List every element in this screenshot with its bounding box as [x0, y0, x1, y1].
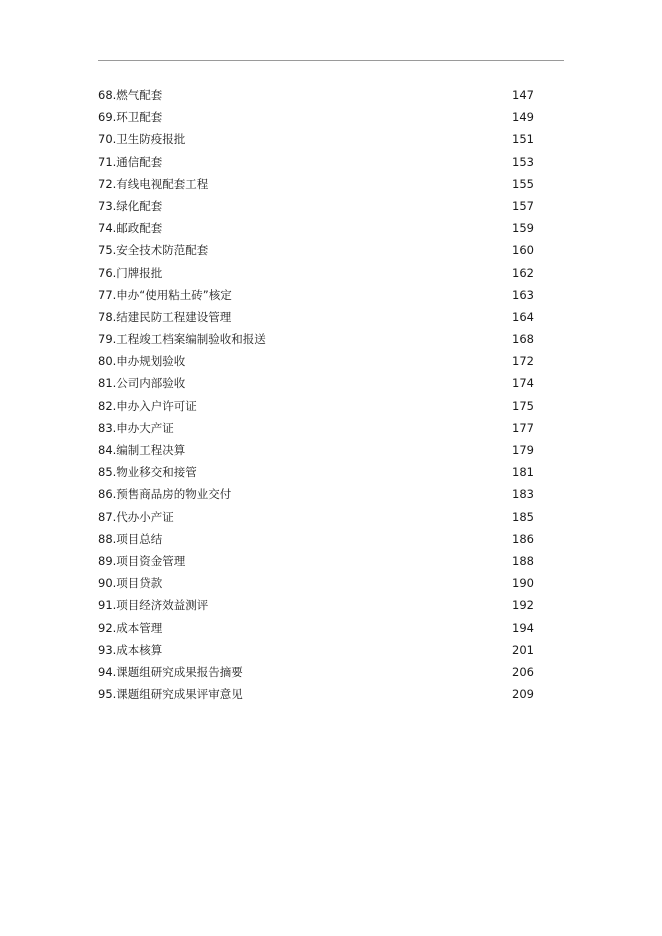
toc-entry-title: 申办规划验收 — [116, 354, 186, 369]
toc-entry-number: 82. — [98, 398, 117, 413]
toc-entry[interactable] — [98, 417, 534, 439]
toc-entry-title-group — [98, 572, 162, 594]
toc-entry[interactable] — [98, 528, 534, 550]
toc-entry[interactable] — [98, 372, 534, 394]
toc-entry-page-number: 181 — [512, 465, 534, 480]
toc-entry-number: 90. — [98, 576, 117, 591]
toc-entry[interactable] — [98, 617, 534, 639]
toc-entry[interactable] — [98, 506, 534, 528]
toc-entry-number: 70. — [98, 132, 117, 147]
toc-entry-number: 75. — [98, 243, 117, 258]
toc-entry-title-group — [98, 461, 197, 483]
toc-entry-title: 物业移交和接管 — [116, 465, 197, 480]
toc-entry-title: 公司内部验收 — [116, 376, 186, 391]
toc-entry-number: 78. — [98, 309, 117, 324]
toc-entry-page-number: 186 — [512, 531, 534, 546]
toc-entry-number: 79. — [98, 332, 117, 347]
toc-entry-title: 门牌报批 — [116, 265, 163, 280]
toc-entry-title-group — [98, 417, 174, 439]
toc-entry[interactable] — [98, 350, 534, 372]
toc-entry-page-number: 168 — [512, 332, 534, 347]
toc-entry[interactable] — [98, 461, 534, 483]
toc-entry-number: 80. — [98, 354, 117, 369]
toc-entry[interactable] — [98, 151, 534, 173]
toc-entry-title: 邮政配套 — [116, 221, 163, 236]
toc-entry-page-number: 151 — [512, 132, 534, 147]
toc-entry-page-number: 155 — [512, 176, 534, 191]
toc-entry-number: 84. — [98, 443, 117, 457]
toc-entry-title: 通信配套 — [116, 154, 163, 169]
toc-entry-number: 87. — [98, 509, 117, 524]
toc-entry[interactable] — [98, 217, 534, 239]
toc-entry-page-number: 159 — [512, 221, 534, 236]
toc-entry[interactable] — [98, 661, 534, 683]
toc-entry-title-group — [98, 128, 185, 150]
toc-entry-page-number: 183 — [512, 487, 534, 502]
toc-entry[interactable] — [98, 84, 534, 106]
toc-entry-number: 71. — [98, 154, 117, 169]
toc-entry-title-group — [98, 306, 231, 328]
toc-entry-title-group — [98, 639, 162, 661]
toc-entry-title: 环卫配套 — [116, 110, 163, 125]
toc-entry-title: 预售商品房的物业交付 — [116, 487, 232, 502]
toc-entry[interactable] — [98, 306, 534, 328]
toc-entry-page-number: 162 — [512, 265, 534, 280]
toc-entry[interactable] — [98, 439, 534, 461]
header-divider — [98, 60, 564, 61]
toc-entry-title-group — [98, 372, 185, 394]
toc-entry-page-number: 163 — [512, 287, 534, 302]
toc-entry-title-group — [98, 84, 162, 106]
toc-entry-title: 卫生防疫报批 — [116, 132, 186, 147]
toc-entry-title: 项目总结 — [116, 531, 163, 546]
toc-entry-number: 92. — [98, 620, 117, 635]
toc-entry-page-number: 185 — [512, 509, 534, 524]
toc-entry[interactable] — [98, 128, 534, 150]
toc-entry[interactable] — [98, 328, 534, 350]
toc-entry-title: 安全技术防范配套 — [116, 243, 209, 258]
toc-entry-title-group — [98, 594, 208, 616]
toc-entry-page-number: 188 — [512, 553, 534, 568]
toc-entry-title: 项目经济效益测评 — [116, 598, 209, 613]
toc-entry-number: 93. — [98, 642, 117, 657]
toc-entry-page-number: 194 — [512, 620, 534, 635]
toc-entry-title-group — [98, 151, 162, 173]
toc-entry-page-number: 179 — [512, 443, 534, 457]
toc-entry[interactable] — [98, 572, 534, 594]
toc-entry-title: 结建民防工程建设管理 — [116, 309, 232, 324]
toc-entry-title-group — [98, 617, 162, 639]
toc-entry-title-group — [98, 506, 174, 528]
toc-entry-number: 68. — [98, 88, 117, 102]
toc-entry-title: 成本核算 — [116, 642, 163, 657]
toc-entry-title: 工程竣工档案编制验收和报送 — [116, 332, 266, 347]
toc-entry[interactable] — [98, 239, 534, 261]
toc-entry-title-group — [98, 439, 185, 461]
toc-entry-page-number: 201 — [512, 642, 534, 657]
toc-entry-title: 课题组研究成果报告摘要 — [116, 664, 243, 679]
toc-entry[interactable] — [98, 195, 534, 217]
toc-entry-page-number: 153 — [512, 154, 534, 169]
toc-entry-title: 编制工程决算 — [116, 443, 186, 457]
toc-entry-number: 81. — [98, 376, 117, 391]
toc-entry-number: 95. — [98, 687, 117, 702]
toc-entry-title: 申办“使用粘土砖”核定 — [116, 287, 232, 302]
toc-entry-title: 成本管理 — [116, 620, 163, 635]
toc-entry-title: 代办小产证 — [116, 509, 174, 524]
toc-entry-title-group — [98, 239, 208, 261]
toc-entry-title-group — [98, 195, 162, 217]
toc-entry[interactable] — [98, 683, 534, 705]
toc-entry-title-group — [98, 284, 232, 306]
toc-entry-title-group — [98, 328, 266, 350]
toc-entry-page-number: 206 — [512, 664, 534, 679]
toc-entry-title: 申办入户许可证 — [116, 398, 197, 413]
toc-entry-number: 74. — [98, 221, 117, 236]
toc-entry[interactable] — [98, 395, 534, 417]
toc-entry-title-group — [98, 550, 185, 572]
toc-entry-page-number: 149 — [512, 110, 534, 125]
toc-entry-number: 77. — [98, 287, 117, 302]
toc-entry-number: 85. — [98, 465, 117, 480]
toc-entry[interactable] — [98, 106, 534, 128]
toc-entry-number: 89. — [98, 553, 117, 568]
toc-entry-page-number: 209 — [512, 687, 534, 702]
toc-entry[interactable] — [98, 284, 534, 306]
toc-entry-title-group — [98, 350, 185, 372]
toc-entry-number: 69. — [98, 110, 117, 125]
toc-entry-title-group — [98, 683, 243, 705]
toc-entry-title-group — [98, 483, 231, 505]
toc-entry-title: 燃气配套 — [116, 88, 163, 102]
toc-entry-number: 91. — [98, 598, 117, 613]
toc-entry-number: 86. — [98, 487, 117, 502]
toc-entry[interactable] — [98, 262, 534, 284]
toc-entry[interactable] — [98, 550, 534, 572]
toc-entry-title-group — [98, 217, 162, 239]
toc-entry[interactable] — [98, 639, 534, 661]
toc-entry[interactable] — [98, 594, 534, 616]
toc-entry-page-number: 175 — [512, 398, 534, 413]
toc-entry-title-group — [98, 262, 162, 284]
toc-entry-number: 88. — [98, 531, 117, 546]
toc-entry-number: 83. — [98, 420, 117, 435]
toc-entry[interactable] — [98, 173, 534, 195]
toc-entry-number: 76. — [98, 265, 117, 280]
toc-entry-page-number: 172 — [512, 354, 534, 369]
toc-entry-title-group — [98, 661, 243, 683]
toc-entry-page-number: 177 — [512, 420, 534, 435]
toc-entry-title-group — [98, 528, 162, 550]
toc-entry-page-number: 164 — [512, 309, 534, 324]
toc-entry-page-number: 147 — [512, 88, 534, 102]
toc-entry-page-number: 192 — [512, 598, 534, 613]
toc-entry-page-number: 174 — [512, 376, 534, 391]
toc-entry-page-number: 190 — [512, 576, 534, 591]
table-of-contents — [98, 84, 534, 705]
toc-entry-title-group — [98, 395, 197, 417]
toc-entry-title-group — [98, 173, 208, 195]
toc-entry-title-group — [98, 106, 162, 128]
toc-entry-title: 项目贷款 — [116, 576, 163, 591]
toc-entry-number: 94. — [98, 664, 117, 679]
toc-entry-title: 有线电视配套工程 — [116, 176, 209, 191]
toc-entry-page-number: 160 — [512, 243, 534, 258]
toc-entry-title: 申办大产证 — [116, 420, 174, 435]
toc-entry-number: 72. — [98, 176, 117, 191]
toc-entry-title: 项目资金管理 — [116, 553, 186, 568]
toc-entry-title: 绿化配套 — [116, 198, 163, 213]
toc-entry-number: 73. — [98, 198, 117, 213]
toc-entry[interactable] — [98, 483, 534, 505]
toc-entry-title: 课题组研究成果评审意见 — [116, 687, 243, 702]
toc-entry-page-number: 157 — [512, 198, 534, 213]
